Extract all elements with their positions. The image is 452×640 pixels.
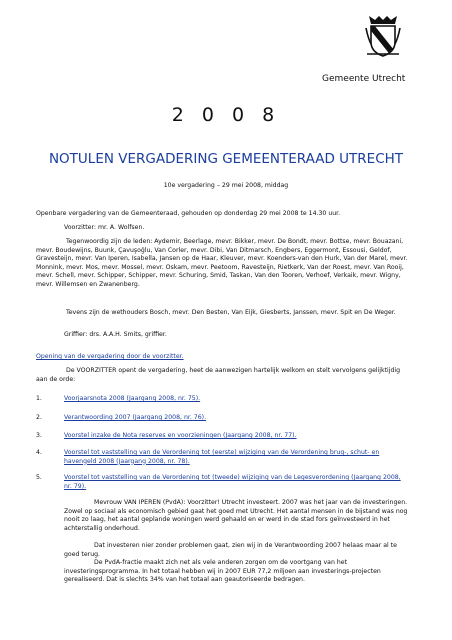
aldermen-present: Tevens zijn de wethouders Bosch, mevr. Den Besten, Van Eijk, Giesberts, Janssen, mevr. Spit en De Weger.: [66, 309, 396, 316]
agenda-item-link[interactable]: Voorstel tot vaststelling van de Verordening tot (tweede) wijziging van de Legesverordening (Jaargang 2008, nr. 79).: [64, 474, 401, 490]
agenda-number: 3.: [36, 432, 42, 439]
agenda-number: 5.: [36, 474, 42, 481]
agenda-item-link[interactable]: Voorjaarsnota 2008 (Jaargang 2008, nr. 75).: [64, 395, 201, 402]
speaker-name: Mevrouw VAN IPEREN (PvdA):: [94, 499, 186, 506]
agenda-number: 1.: [36, 395, 42, 402]
agenda-number: 4.: [36, 449, 42, 456]
agenda-item-link[interactable]: Voorstel tot vaststelling van de Verordening tot (eerste) wijziging van de Verordening brug-, schut- en havengeld 2008 (Jaargang 2008, nr. 78).: [64, 449, 380, 465]
document-year: 2 0 0 8: [171, 104, 281, 126]
meeting-subtitle: 10e vergadering – 29 mei 2008, middag: [163, 182, 289, 189]
chair-line: Voorzitter: mr. A. Wolfsen.: [64, 224, 145, 231]
speech-paragraph-2: Dat investeren nier zonder problemen gaat, zien wij in de Verantwoording 2007 helaas maar al te goed terug.: [64, 542, 397, 558]
members-present: Tegenwoordig zijn de leden: Aydemir, Beerlage, mevr. Bikker, mevr. De Bondt, mevr. Bottse, mevr. Bouazani, mevr. Boudewijns, Buunk, Çavuşoğlu, Van Corler, mevr. Dibi, Van Ditmarsch, Engbers, Eggermont, Essousi, Geldof, Gravesteijn, mevr. Van Iperen, Isabella, Jansen op de Haar, Kleuver, mevr. Koenders-van den Hurk, Van der Marel, mevr. Monnink, mevr. Mos, mevr. Mossel, mevr. Oskam, mevr. Peetoom, Ravesteijn, Rietkerk, Van der Roest, mevr. Van Rooij, mevr. Schell, mevr. Schipper, Schipper, mevr. Schuring, Smid, Taskan, Van den Tooren, Verhoef, Verkaik, mevr. Wigny, mevr. Willemsen en Zwanenberg.: [36, 238, 408, 288]
speech-text: Voorzitter! Utrecht investeert. 2007 was het jaar van de investeringen. Zowel op sociaal als economisch gebied gaat het goed met Utrecht. Het aantal mensen in de bijstand was nog nooit zo laag, het aantal geplande woningen werd gehaald en er werd in de stad fors geïnvesteerd in het achterstallig onderhoud.: [64, 499, 408, 532]
agenda-item-link[interactable]: Voorstel inzake de Nota reserves en voorzieningen (Jaargang 2008, nr. 77).: [64, 432, 297, 439]
document-title: NOTULEN VERGADERING GEMEENTERAAD UTRECHT: [48, 151, 404, 167]
agenda-item-link[interactable]: Verantwoording 2007 (Jaargang 2008, nr. 76).: [64, 414, 207, 421]
speech-paragraph-1: [64, 499, 408, 533]
speech-paragraph-3: De PvdA-fractie maakt zich net als vele anderen zorgen om de voortgang van het investeringsprogramma. In het totaal hebben wij in 2007 EUR 77,2 miljoen aan investerings-projecten gerealiseerd. Dat is slechts 34% van het totaal aan geautoriseerde bedragen.: [64, 559, 381, 584]
clerk-line: Griffier: drs. A.A.H. Smits, griffier.: [64, 331, 167, 338]
opening-heading: Opening van de vergadering door de voorzitter.: [36, 353, 184, 360]
opening-line: Openbare vergadering van de Gemeenteraad, gehouden op donderdag 29 mei 2008 te 14.30 uur.: [36, 210, 341, 217]
municipality-name: Gemeente Utrecht: [322, 74, 406, 84]
agenda-number: 2.: [36, 414, 42, 421]
opening-text: De VOORZITTER opent de vergadering, heet de aanwezigen hartelijk welkom en stelt vervolgens gelijktijdig aan de orde:: [36, 367, 401, 383]
municipal-coat-of-arms-logo: [365, 14, 401, 58]
